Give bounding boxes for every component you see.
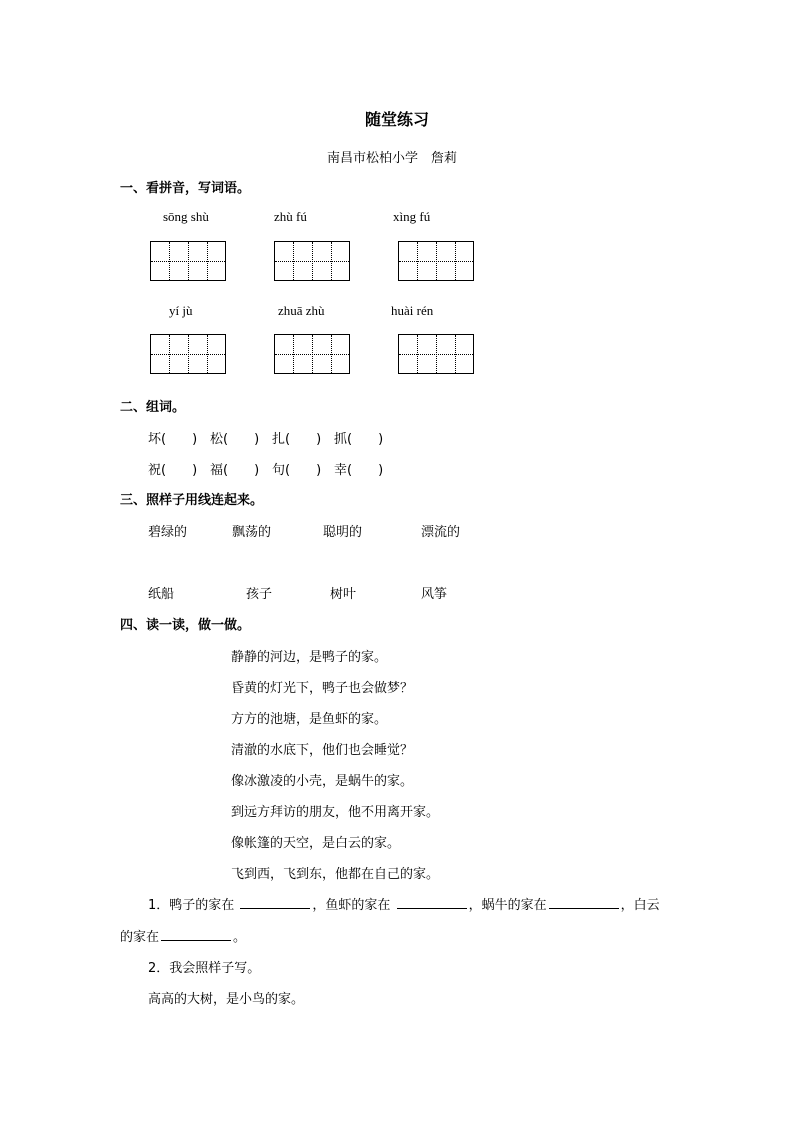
q1-label: 1．鸭子的家在 [148,898,235,913]
page-title: 随堂练习 [364,110,429,129]
pinyin-label: yí jù [169,303,193,318]
writing-grid[interactable] [274,241,350,281]
word-item: 祝( ) [148,463,198,478]
poem-line: 昏黄的灯光下，鸭子也会做梦？ [231,681,414,696]
match-word-top[interactable]: 飘荡的 [232,525,272,540]
answer-blank[interactable] [397,895,467,909]
word-item: 坏( ) [148,432,198,447]
pinyin-label: huài rén [391,303,434,318]
q1-part4: ，白云 [620,898,660,913]
word-item: 福( ) [210,463,260,478]
pinyin-label: zhuā zhù [278,303,325,318]
match-word-bottom[interactable]: 树叶 [330,587,357,602]
writing-grid[interactable] [274,334,350,374]
poem-line: 到远方拜访的朋友，他不用离开家。 [231,805,440,820]
word-item: 扎( ) [272,432,322,447]
question-2: 2．我会照样子写。 [148,961,261,976]
word-item: 抓( ) [334,432,384,447]
writing-grid[interactable] [398,241,474,281]
pinyin-label: zhù fú [274,209,307,224]
answer-blank[interactable] [549,895,619,909]
writing-grid[interactable] [398,334,474,374]
q1-end: 。 [233,930,247,945]
poem-line: 飞到西，飞到东，他都在自己的家。 [231,867,440,882]
poem-line: 方方的池塘，是鱼虾的家。 [231,712,388,727]
word-item: 松( ) [210,432,260,447]
poem-line: 清澈的水底下，他们也会睡觉？ [231,743,414,758]
section1-heading: 一、看拼音，写词语。 [120,181,251,196]
match-word-bottom[interactable]: 孩子 [246,587,273,602]
q1-line2: 的家在 [120,930,160,945]
word-item: 幸( ) [334,463,384,478]
q1-part3: ，蜗牛的家在 [468,898,547,913]
match-word-top[interactable]: 聪明的 [323,525,363,540]
question-2-example: 高高的大树，是小鸟的家。 [148,992,305,1007]
author-line: 南昌市松柏小学 詹莉 [327,151,458,166]
writing-grid[interactable] [150,334,226,374]
poem-line: 静静的河边，是鸭子的家。 [231,650,388,665]
poem-line: 像冰激凌的小壳，是蜗牛的家。 [231,774,414,789]
q1-part2: ，鱼虾的家在 [312,898,391,913]
section3-heading: 三、照样子用线连起来。 [120,493,264,508]
section4-heading: 四、读一读，做一做。 [120,618,251,633]
poem-line: 像帐篷的天空，是白云的家。 [231,836,401,851]
match-word-bottom[interactable]: 纸船 [148,587,175,602]
writing-grid[interactable] [150,241,226,281]
answer-blank[interactable] [240,895,310,909]
match-word-bottom[interactable]: 风筝 [421,587,448,602]
question-1 [148,894,660,913]
match-word-top[interactable]: 漂流的 [421,525,461,540]
word-item: 句( ) [272,463,322,478]
section2-heading: 二、组词。 [120,400,186,415]
answer-blank[interactable] [161,927,231,941]
question-1-cont [120,926,246,945]
pinyin-label: sōng shù [163,209,209,224]
match-word-top[interactable]: 碧绿的 [148,525,188,540]
pinyin-label: xìng fú [393,209,431,224]
